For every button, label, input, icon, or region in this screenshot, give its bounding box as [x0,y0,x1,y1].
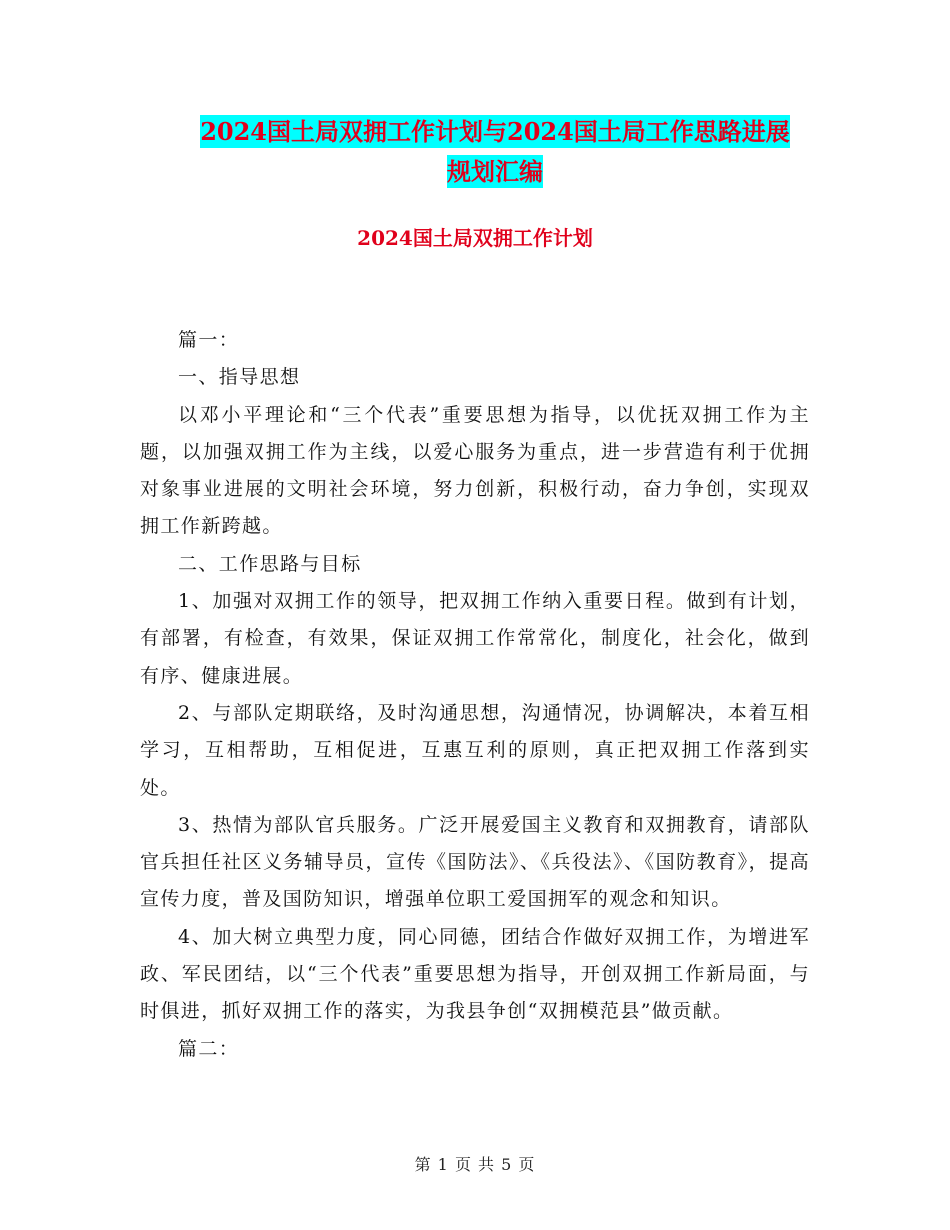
paragraph-item-4: 4、加大树立典型力度，同心同德，团结合作做好双拥工作，为增进军政、军民团结，以“三个代表”重要思想为指导，开创双拥工作新局面，与时俱进，抓好双拥工作的落实，为我县争创“双拥模范县”做贡献。 [140,925,810,1023]
heading-work-goals: 二、工作思路与目标 [178,552,362,575]
title-line-1: 2024国土局双拥工作计划与2024国土局工作思路进展 [200,117,790,146]
paragraph-part-two: 篇二： [178,1037,240,1060]
paragraph-guiding-thought: 以邓小平理论和“三个代表”重要思想为指导，以优抚双拥工作为主题，以加强双拥工作为主线，以爱心服务为重点，进一步营造有利于优拥对象事业进展的文明社会环境，努力创新，积极行动，奋力争创，实现双拥工作新跨越。 [140,403,810,538]
heading-guiding-thought: 一、指导思想 [178,366,301,389]
paragraph-item-3: 3、热情为部队官兵服务。广泛开展爱国主义教育和双拥教育，请部队官兵担任社区义务辅导员，宣传《国防法》、《兵役法》、《国防教育》，提高宣传力度，普及国防知识，增强单位职工爱国拥军的观念和知识。 [140,813,810,911]
document-body [140,322,810,1068]
paragraph-item-1: 1、加强对双拥工作的领导，把双拥工作纳入重要日程。做到有计划，有部署，有检查，有效果，保证双拥工作常常化，制度化，社会化，做到有序、健康进展。 [140,590,810,687]
paragraph-item-2: 2、与部队定期联络，及时沟通思想，沟通情况，协调解决，本着互相学习，互相帮助，互相促进，互惠互利的原则，真正把双拥工作落到实处。 [140,701,810,799]
title-line-2: 规划汇编 [447,157,543,186]
page-footer: 第 1 页 共 5 页 [414,1155,536,1174]
paragraph-part-one: 篇一： [178,329,240,351]
section-title: 2024国土局双拥工作计划 [357,226,593,250]
document-title [140,112,850,192]
